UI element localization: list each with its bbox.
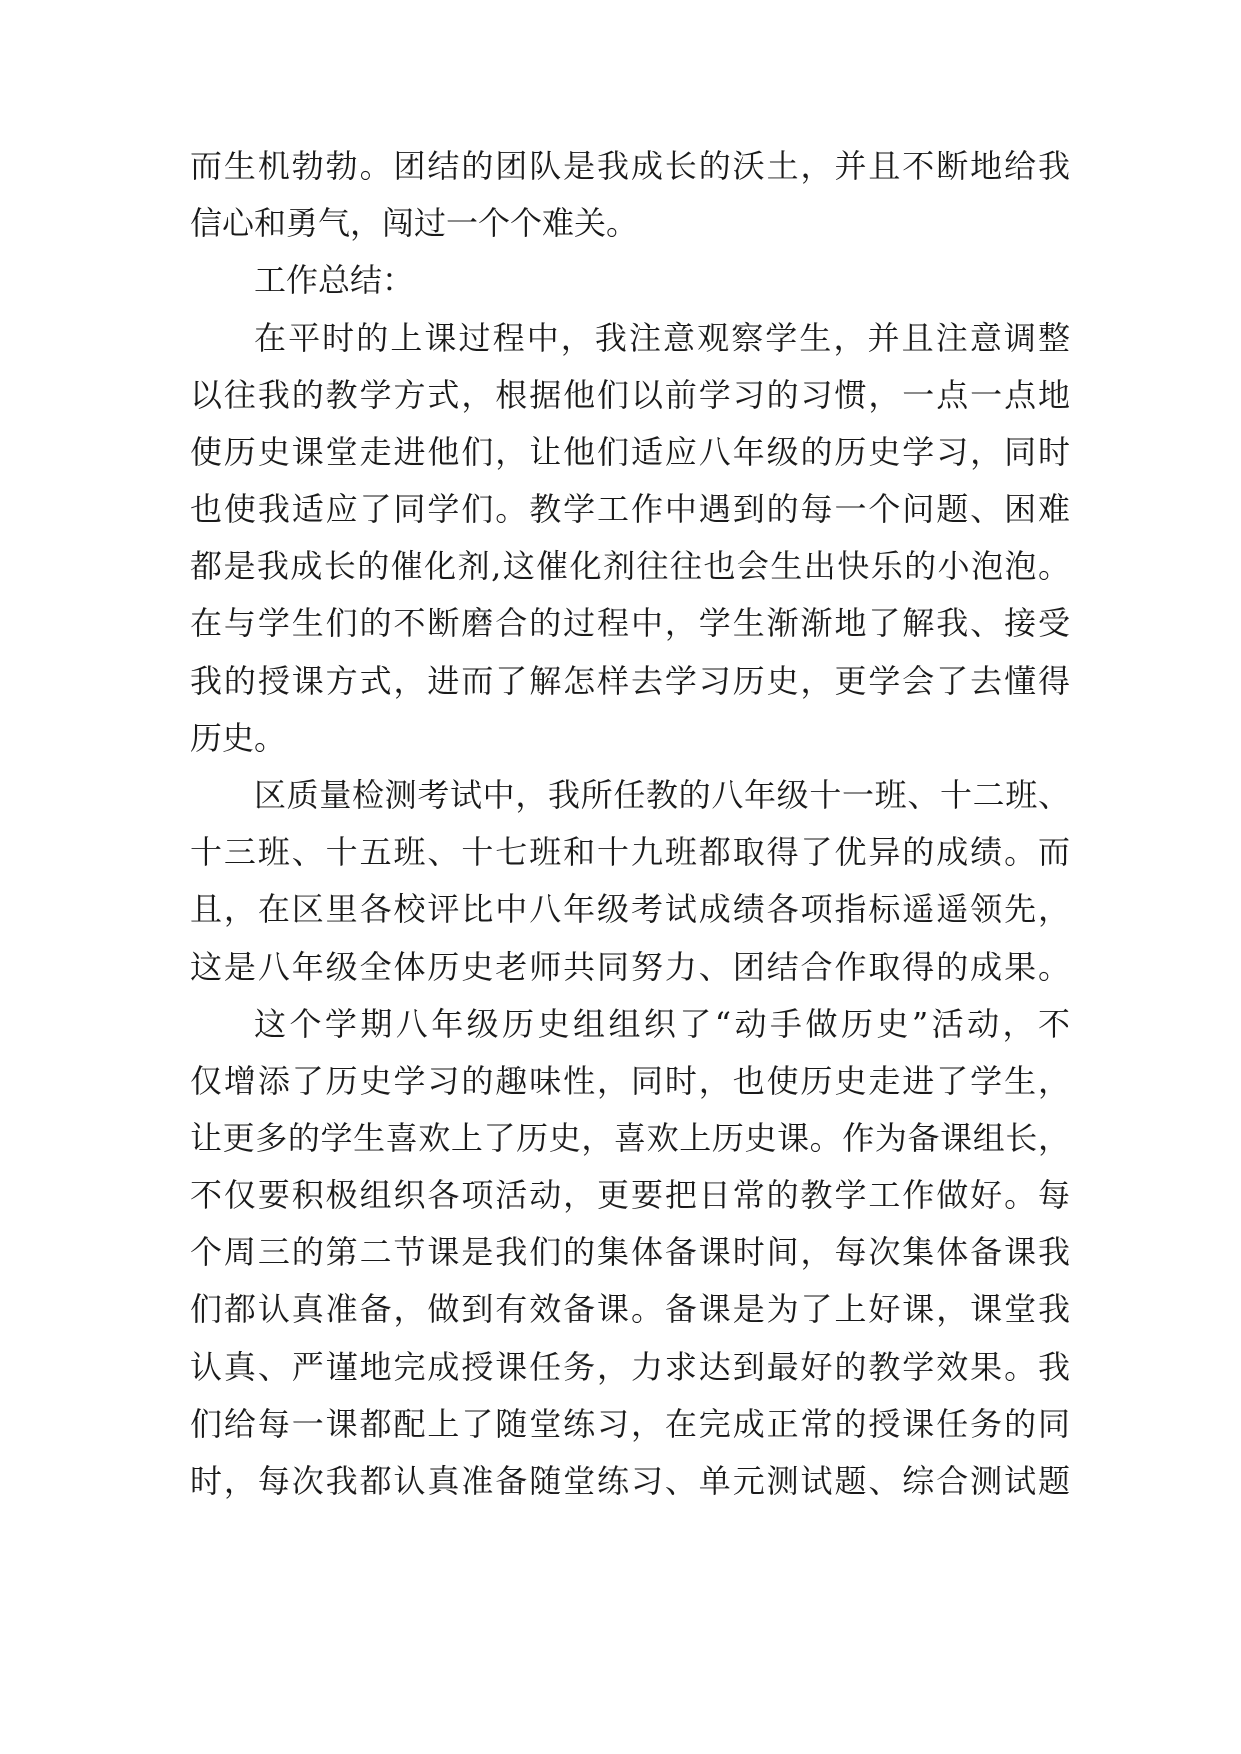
text-line: 们给每一课都配上了随堂练习，在完成正常的授课任务的同 [190, 1405, 1070, 1443]
text-line: 不仅要积极组织各项活动，更要把日常的教学工作做好。每 [190, 1176, 1070, 1214]
text-line: 这个学期八年级历史组组织了“动手做历史”活动，不 [254, 1005, 1070, 1043]
text-line: 历史。 [190, 719, 287, 757]
text-line: 在平时的上课过程中，我注意观察学生，并且注意调整 [254, 319, 1070, 357]
text-line: 在与学生们的不断磨合的过程中，学生渐渐地了解我、接受 [190, 604, 1070, 642]
section-heading: 工作总结： [254, 261, 415, 299]
text-line: 个周三的第二节课是我们的集体备课时间，每次集体备课我 [190, 1233, 1070, 1271]
text-line: 以往我的教学方式，根据他们以前学习的习惯，一点一点地 [190, 376, 1070, 414]
text-line: 区质量检测考试中，我所任教的八年级十一班、十二班、 [254, 776, 1070, 814]
text-line: 使历史课堂走进他们，让他们适应八年级的历史学习，同时 [190, 433, 1070, 471]
text-line: 我的授课方式，进而了解怎样去学习历史，更学会了去懂得 [190, 662, 1070, 700]
text-line: 们都认真准备，做到有效备课。备课是为了上好课，课堂我 [190, 1290, 1070, 1328]
text-line: 让更多的学生喜欢上了历史，喜欢上历史课。作为备课组长， [190, 1119, 1070, 1157]
text-line: 时，每次我都认真准备随堂练习、单元测试题、综合测试题 [190, 1462, 1070, 1500]
text-line: 且，在区里各校评比中八年级考试成绩各项指标遥遥领先， [190, 890, 1070, 928]
text-line: 都是我成长的催化剂,这催化剂往往也会生出快乐的小泡泡。 [190, 547, 1070, 585]
text-line: 这是八年级全体历史老师共同努力、团结合作取得的成果。 [190, 948, 1070, 986]
text-line: 而生机勃勃。团结的团队是我成长的沃土，并且不断地给我 [190, 147, 1070, 185]
text-line: 仅增添了历史学习的趣味性，同时，也使历史走进了学生， [190, 1062, 1070, 1100]
text-line: 也使我适应了同学们。教学工作中遇到的每一个问题、困难 [190, 490, 1070, 528]
text-line: 认真、严谨地完成授课任务，力求达到最好的教学效果。我 [190, 1348, 1070, 1386]
text-line: 十三班、十五班、十七班和十九班都取得了优异的成绩。而 [190, 833, 1070, 871]
text-line: 信心和勇气，闯过一个个难关。 [190, 204, 639, 242]
